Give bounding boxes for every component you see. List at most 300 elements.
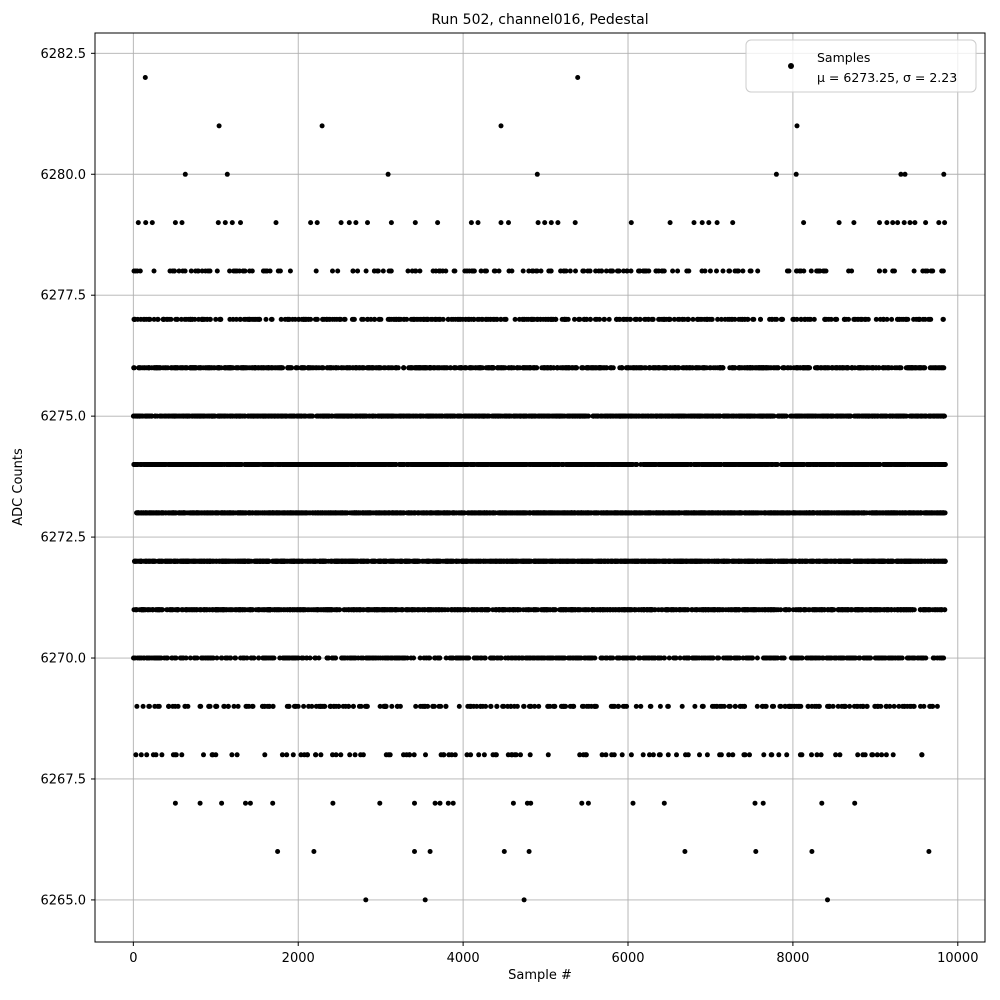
data-point [739, 365, 744, 370]
data-point [181, 414, 186, 419]
data-point [694, 462, 699, 467]
data-point [143, 462, 148, 467]
data-point [161, 317, 166, 322]
data-point [222, 365, 227, 370]
data-point [396, 365, 401, 370]
data-point [499, 123, 504, 128]
data-point [870, 462, 875, 467]
data-point [303, 414, 308, 419]
data-point [876, 365, 881, 370]
data-point [189, 269, 194, 274]
data-point [466, 462, 471, 467]
data-point [453, 365, 458, 370]
data-point [650, 462, 655, 467]
data-point [535, 172, 540, 177]
data-point [706, 220, 711, 225]
data-point [920, 462, 925, 467]
data-point [573, 269, 578, 274]
data-point [801, 220, 806, 225]
data-point [560, 365, 565, 370]
data-point [740, 317, 745, 322]
data-point [824, 462, 829, 467]
data-point [435, 220, 440, 225]
data-point [941, 414, 946, 419]
data-point [314, 365, 319, 370]
data-point [591, 365, 596, 370]
data-point [597, 462, 602, 467]
data-point [155, 462, 160, 467]
data-point [150, 220, 155, 225]
data-point [931, 414, 936, 419]
data-point [671, 414, 676, 419]
data-point [644, 269, 649, 274]
data-point [135, 414, 140, 419]
data-point [521, 365, 526, 370]
data-point [813, 365, 818, 370]
data-point [273, 462, 278, 467]
data-point [911, 317, 916, 322]
data-point [864, 365, 869, 370]
data-point [819, 462, 824, 467]
data-point [381, 269, 386, 274]
data-point [738, 414, 743, 419]
data-point [886, 462, 891, 467]
data-point [160, 462, 165, 467]
data-point [923, 269, 928, 274]
data-point [629, 220, 634, 225]
data-point [572, 317, 577, 322]
data-point [707, 365, 712, 370]
data-point [513, 317, 518, 322]
data-point [307, 365, 312, 370]
data-point [332, 317, 337, 322]
data-point [421, 365, 426, 370]
data-point [362, 414, 367, 419]
data-point [809, 269, 814, 274]
data-point [638, 317, 643, 322]
data-point [426, 414, 431, 419]
data-point [166, 462, 171, 467]
data-point [608, 414, 613, 419]
data-point [417, 462, 422, 467]
data-point [231, 269, 236, 274]
data-point [889, 317, 894, 322]
data-point [301, 462, 306, 467]
data-point [829, 317, 834, 322]
data-point [361, 317, 366, 322]
data-point [278, 269, 283, 274]
data-point [686, 365, 691, 370]
data-point [761, 365, 766, 370]
data-point [757, 462, 762, 467]
data-point [504, 317, 509, 322]
data-point [410, 269, 415, 274]
data-point [692, 220, 697, 225]
data-point [877, 269, 882, 274]
data-point [493, 269, 498, 274]
data-point [448, 414, 453, 419]
data-point [378, 365, 383, 370]
data-point [482, 414, 487, 419]
data-point [564, 269, 569, 274]
data-point [411, 462, 416, 467]
data-point [663, 414, 668, 419]
data-point [433, 414, 438, 419]
data-point [643, 414, 648, 419]
data-point [265, 269, 270, 274]
data-point [581, 269, 586, 274]
data-point [389, 220, 394, 225]
data-point [479, 462, 484, 467]
data-point [144, 414, 149, 419]
data-point [580, 365, 585, 370]
data-point [216, 220, 221, 225]
data-point [941, 317, 946, 322]
data-point [916, 317, 921, 322]
data-point [636, 269, 641, 274]
data-point [531, 462, 536, 467]
data-point [707, 462, 712, 467]
data-point [183, 172, 188, 177]
data-point [491, 317, 496, 322]
data-point [822, 317, 827, 322]
data-point [731, 414, 736, 419]
data-point [908, 462, 913, 467]
data-point [225, 172, 230, 177]
data-point [299, 365, 304, 370]
data-point [507, 269, 512, 274]
data-point [721, 365, 726, 370]
data-point [746, 365, 751, 370]
data-point [807, 317, 812, 322]
data-point [138, 365, 143, 370]
data-point [555, 220, 560, 225]
data-point [483, 269, 488, 274]
data-point [467, 317, 472, 322]
data-point [942, 220, 947, 225]
data-point [365, 365, 370, 370]
data-point [168, 414, 173, 419]
data-point [705, 414, 710, 419]
data-point [457, 365, 462, 370]
data-point [574, 462, 579, 467]
data-point [837, 220, 842, 225]
data-point [745, 317, 750, 322]
data-point [550, 414, 555, 419]
data-point [207, 462, 212, 467]
data-point [475, 414, 480, 419]
data-point [346, 462, 351, 467]
data-point [154, 365, 159, 370]
data-point [914, 365, 919, 370]
data-point [929, 269, 934, 274]
data-point [912, 269, 917, 274]
data-point [388, 365, 393, 370]
data-point [425, 317, 430, 322]
data-point [857, 414, 862, 419]
data-point [922, 414, 927, 419]
data-point [588, 269, 593, 274]
data-point [400, 462, 405, 467]
data-point [136, 220, 141, 225]
data-point [315, 220, 320, 225]
data-point [548, 317, 553, 322]
data-point [440, 269, 445, 274]
data-point [257, 365, 262, 370]
data-point [296, 462, 301, 467]
data-point [567, 365, 572, 370]
data-point [700, 220, 705, 225]
data-point [377, 462, 382, 467]
data-point [691, 317, 696, 322]
data-point [351, 269, 356, 274]
data-point [418, 414, 423, 419]
data-point [386, 172, 391, 177]
data-point [143, 75, 148, 80]
data-point [241, 269, 246, 274]
data-point [423, 462, 428, 467]
data-point [406, 414, 411, 419]
data-point [748, 462, 753, 467]
data-point [751, 317, 756, 322]
data-point [247, 269, 252, 274]
data-point [365, 220, 370, 225]
data-point [714, 462, 719, 467]
data-point [824, 414, 829, 419]
data-point [908, 220, 913, 225]
data-point [858, 365, 863, 370]
data-point [172, 414, 177, 419]
data-point [320, 123, 325, 128]
data-point [709, 317, 714, 322]
data-point [795, 123, 800, 128]
data-point [698, 414, 703, 419]
data-point [901, 414, 906, 419]
data-point [629, 414, 634, 419]
data-point [727, 365, 732, 370]
data-point [176, 462, 181, 467]
data-point [334, 365, 339, 370]
data-point [878, 317, 883, 322]
data-point [434, 462, 439, 467]
data-point [342, 317, 347, 322]
data-point [884, 220, 889, 225]
data-point [200, 269, 205, 274]
data-point [845, 462, 850, 467]
data-point [373, 365, 378, 370]
data-point [794, 269, 799, 274]
data-point [412, 317, 417, 322]
data-point [648, 365, 653, 370]
data-point [133, 462, 138, 467]
data-point [515, 365, 520, 370]
data-point [941, 172, 946, 177]
data-point [398, 317, 403, 322]
data-point [912, 220, 917, 225]
data-point [536, 220, 541, 225]
data-point [700, 365, 705, 370]
data-point [599, 365, 604, 370]
data-point [726, 462, 731, 467]
data-point [573, 220, 578, 225]
data-point [279, 317, 284, 322]
data-point [897, 365, 902, 370]
data-point [469, 220, 474, 225]
data-point [239, 365, 244, 370]
data-point [551, 365, 556, 370]
data-point [293, 317, 298, 322]
data-point [414, 365, 419, 370]
data-point [715, 220, 720, 225]
data-point [915, 414, 920, 419]
data-point [355, 414, 360, 419]
data-point [394, 462, 399, 467]
data-point [801, 269, 806, 274]
data-point [413, 220, 418, 225]
data-point [755, 269, 760, 274]
data-point [388, 269, 393, 274]
data-point [715, 317, 720, 322]
data-point [776, 365, 781, 370]
data-point [369, 462, 374, 467]
data-point [740, 269, 745, 274]
data-point [377, 317, 382, 322]
data-point [857, 462, 862, 467]
data-point [255, 414, 260, 419]
data-point [789, 414, 794, 419]
data-point [153, 414, 158, 419]
data-point [593, 269, 598, 274]
data-point [537, 414, 542, 419]
data-point [559, 414, 564, 419]
data-point [180, 269, 185, 274]
data-point [766, 414, 771, 419]
data-point [576, 317, 581, 322]
data-point [215, 462, 220, 467]
data-point [350, 365, 355, 370]
data-point [609, 462, 614, 467]
data-point [582, 317, 587, 322]
data-point [475, 317, 480, 322]
data-point [554, 414, 559, 419]
data-point [308, 220, 313, 225]
data-point [351, 317, 356, 322]
data-point [686, 317, 691, 322]
data-point [203, 365, 208, 370]
data-point [247, 365, 252, 370]
data-point [469, 365, 474, 370]
data-point [291, 414, 296, 419]
data-point [619, 365, 624, 370]
data-point [324, 414, 329, 419]
data-point [208, 317, 213, 322]
data-point [314, 414, 319, 419]
data-point [757, 365, 762, 370]
data-point [193, 365, 198, 370]
data-point [449, 317, 454, 322]
data-point [263, 462, 268, 467]
data-point [243, 317, 248, 322]
data-point [609, 365, 614, 370]
data-point [335, 269, 340, 274]
data-point [335, 462, 340, 467]
data-point [229, 462, 234, 467]
data-point [799, 317, 804, 322]
data-point [215, 269, 220, 274]
data-point [427, 462, 432, 467]
data-point [795, 414, 800, 419]
data-point [836, 462, 841, 467]
data-point [794, 365, 799, 370]
data-point [821, 269, 826, 274]
data-point [558, 269, 563, 274]
data-point [173, 220, 178, 225]
data-point [703, 269, 708, 274]
data-point [223, 220, 228, 225]
data-point [265, 414, 270, 419]
data-point [926, 317, 931, 322]
data-point [230, 414, 235, 419]
data-point [686, 269, 691, 274]
data-point [758, 317, 763, 322]
data-point [730, 220, 735, 225]
data-point [834, 414, 839, 419]
data-point [575, 75, 580, 80]
data-point [919, 365, 924, 370]
data-point [776, 414, 781, 419]
data-point [270, 317, 275, 322]
data-point [458, 414, 463, 419]
data-point [737, 462, 742, 467]
data-point [646, 462, 651, 467]
data-point [942, 462, 947, 467]
data-point [689, 414, 694, 419]
data-point [173, 317, 178, 322]
data-point [618, 414, 623, 419]
grid-layer [95, 33, 985, 942]
data-point [191, 462, 196, 467]
data-point [221, 414, 226, 419]
data-point [716, 414, 721, 419]
data-point [392, 317, 397, 322]
data-point [215, 414, 220, 419]
data-point [815, 269, 820, 274]
data-point [531, 414, 536, 419]
data-point [353, 220, 358, 225]
data-point [470, 414, 475, 419]
data-point [867, 414, 872, 419]
data-point [452, 269, 457, 274]
data-point [439, 414, 444, 419]
data-point [694, 365, 699, 370]
data-point [887, 414, 892, 419]
data-point [657, 317, 662, 322]
data-point [404, 317, 409, 322]
data-point [488, 462, 493, 467]
data-point [877, 220, 882, 225]
data-point [275, 414, 280, 419]
data-point [387, 462, 392, 467]
data-point [517, 317, 522, 322]
data-point [628, 365, 633, 370]
data-point [849, 365, 854, 370]
data-point [230, 220, 235, 225]
data-point [314, 317, 319, 322]
data-point [881, 462, 886, 467]
data-point [198, 365, 203, 370]
data-point [257, 317, 262, 322]
data-point [137, 462, 142, 467]
